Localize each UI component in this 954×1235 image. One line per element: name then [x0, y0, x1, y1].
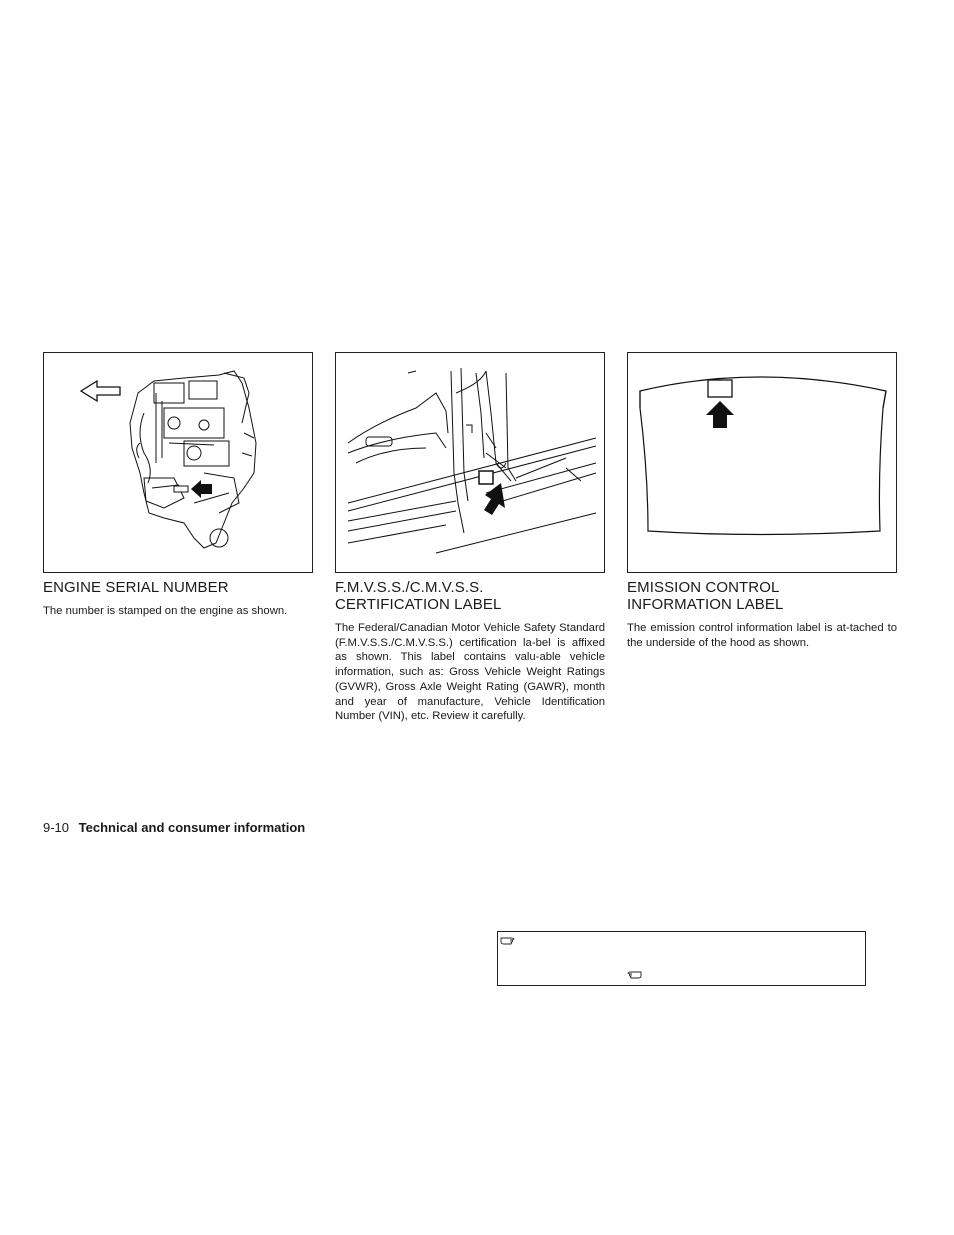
engine-figure: [43, 352, 313, 573]
pointing-hand-icon: [626, 968, 642, 980]
section-heading: ENGINE SERIAL NUMBER: [43, 579, 229, 596]
section-engine-serial-number: [43, 352, 313, 619]
section-body: The Federal/Canadian Motor Vehicle Safety Standard (F.M.V.S.S./C.M.V.S.S.) certification la-bel is affixed as shown. This label contains valu-able vehicle information, such as: Gross Vehicle Weight Ratings (GVWR), Gross Axle Weight Rating (GAWR), month and year of manufacture, Vehicle Identification Number (VIN), etc. Review it carefully.: [335, 622, 605, 723]
door-pillar-figure: [335, 352, 605, 573]
section-heading: F.M.V.S.S./C.M.V.S.S. CERTIFICATION LABEL: [335, 579, 502, 613]
door-pillar-illustration: [336, 353, 604, 572]
section-body: The emission control information label is at-tached to the underside of the hood as shown.: [627, 622, 897, 649]
section-body: The number is stamped on the engine as shown.: [43, 605, 288, 617]
section-emission-control-label: [627, 352, 897, 650]
page-footer: [43, 820, 305, 835]
section-heading: EMISSION CONTROL INFORMATION LABEL: [627, 579, 784, 613]
engine-illustration: [44, 353, 312, 572]
section-certification-label: [335, 352, 605, 724]
footer-section-title: Technical and consumer information: [78, 820, 306, 835]
hood-figure: [627, 352, 897, 573]
note-box: [497, 931, 866, 986]
page-number: 9-10: [43, 820, 70, 835]
hood-illustration: [628, 353, 896, 572]
pointing-hand-icon: [500, 934, 516, 946]
